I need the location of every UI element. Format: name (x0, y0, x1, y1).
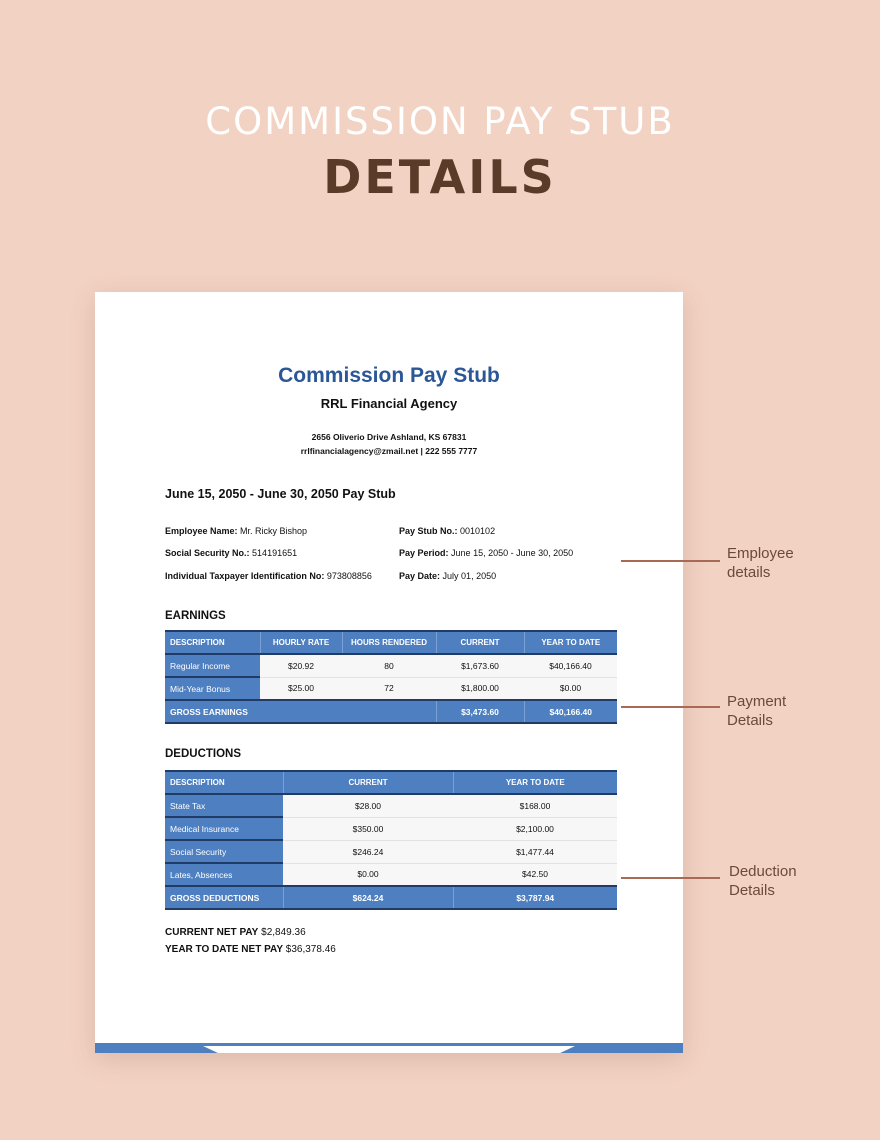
deduction-callout-line (621, 877, 720, 879)
earnings-ytd: $0.00 (524, 677, 617, 700)
pay-date-field (399, 571, 496, 581)
deduction-callout (729, 862, 797, 900)
payment-callout-line1: Payment (727, 693, 787, 710)
deduction-current: $28.00 (283, 794, 453, 817)
table-row (165, 817, 617, 840)
earnings-hourly-rate: $20.92 (260, 654, 342, 677)
deduction-current: $246.24 (283, 840, 453, 863)
pay-period-heading: June 15, 2050 - June 30, 2050 Pay Stub (165, 487, 396, 501)
ytd-net-pay (165, 944, 336, 955)
current-net-pay-label: CURRENT NET PAY (165, 927, 259, 938)
company-address-block (95, 430, 683, 458)
gross-deductions-current: $624.24 (283, 886, 453, 909)
table-row (165, 794, 617, 817)
pay-stub-no-field (399, 526, 495, 536)
deductions-header-description: DESCRIPTION (165, 771, 283, 794)
table-row (165, 654, 617, 677)
pay-date-value: July 01, 2050 (442, 571, 497, 581)
ytd-net-pay-value: $36,378.46 (285, 944, 336, 955)
ssn-field (165, 548, 297, 558)
earnings-current: $1,800.00 (436, 677, 524, 700)
ytd-net-pay-label: YEAR TO DATE NET PAY (165, 944, 283, 955)
employee-name-label: Employee Name: (165, 526, 238, 536)
deduction-current: $350.00 (283, 817, 453, 840)
employee-callout-line2: details (727, 564, 771, 581)
ssn-label: Social Security No.: (165, 548, 250, 558)
pay-period-label: Pay Period: (399, 548, 449, 558)
pay-period-field (399, 548, 573, 558)
earnings-total-row (165, 700, 617, 723)
gross-earnings-ytd: $40,166.40 (524, 700, 617, 723)
earnings-description: Regular Income (165, 654, 260, 677)
deduction-description: Lates, Absences (165, 863, 283, 886)
earnings-hourly-rate: $25.00 (260, 677, 342, 700)
gross-earnings-current: $3,473.60 (436, 700, 524, 723)
gross-earnings-label: GROSS EARNINGS (165, 700, 436, 723)
earnings-hours: 72 (342, 677, 436, 700)
employee-callout-line1: Employee (727, 545, 794, 562)
company-address: 2656 Oliverio Drive Ashland, KS 67831 (311, 432, 467, 442)
earnings-description: Mid-Year Bonus (165, 677, 260, 700)
deductions-title: DEDUCTIONS (165, 748, 242, 760)
footer-notch (203, 1046, 575, 1053)
employee-name-field (165, 526, 307, 536)
table-row (165, 840, 617, 863)
payment-callout-line2: Details (727, 712, 773, 729)
earnings-header-row (165, 631, 617, 654)
deduction-ytd: $42.50 (453, 863, 617, 886)
pay-stub-no-label: Pay Stub No.: (399, 526, 458, 536)
gross-deductions-ytd: $3,787.94 (453, 886, 617, 909)
pay-date-label: Pay Date: (399, 571, 441, 581)
earnings-current: $1,673.60 (436, 654, 524, 677)
deductions-total-row (165, 886, 617, 909)
current-net-pay-value: $2,849.36 (261, 927, 306, 938)
employee-callout (727, 544, 794, 582)
document-title: Commission Pay Stub (278, 364, 500, 387)
pay-period-value: June 15, 2050 - June 30, 2050 (451, 548, 574, 558)
earnings-header-description: DESCRIPTION (165, 631, 260, 654)
deduction-callout-line1: Deduction (729, 863, 797, 880)
itin-label: Individual Taxpayer Identification No: (165, 571, 325, 581)
deductions-header-row (165, 771, 617, 794)
deduction-current: $0.00 (283, 863, 453, 886)
deduction-ytd: $168.00 (453, 794, 617, 817)
itin-field (165, 571, 372, 581)
hero-title-line1: COMMISSION PAY STUB (205, 100, 675, 143)
employee-name-value: Mr. Ricky Bishop (240, 526, 308, 536)
pay-stub-no-value: 0010102 (460, 526, 496, 536)
table-row (165, 677, 617, 700)
deduction-description: Social Security (165, 840, 283, 863)
pay-stub-document (95, 292, 683, 1053)
earnings-table (165, 630, 617, 724)
deduction-description: State Tax (165, 794, 283, 817)
earnings-header-hours-rendered: HOURS RENDERED (342, 631, 436, 654)
earnings-header-ytd: YEAR TO DATE (524, 631, 617, 654)
table-row (165, 863, 617, 886)
deduction-ytd: $2,100.00 (453, 817, 617, 840)
deductions-header-current: CURRENT (283, 771, 453, 794)
current-net-pay (165, 927, 306, 938)
earnings-header-hourly-rate: HOURLY RATE (260, 631, 342, 654)
deduction-callout-line2: Details (729, 882, 775, 899)
earnings-title: EARNINGS (165, 610, 226, 622)
company-name: RRL Financial Agency (320, 396, 458, 411)
hero-title-line2: DETAILS (323, 150, 557, 204)
earnings-hours: 80 (342, 654, 436, 677)
payment-callout (727, 692, 786, 730)
deductions-table (165, 770, 617, 910)
employee-callout-line (621, 560, 720, 562)
ssn-value: 514191651 (252, 548, 298, 558)
deductions-header-ytd: YEAR TO DATE (453, 771, 617, 794)
company-contact: rrlfinancialagency@zmail.net | 222 555 7777 (300, 446, 478, 456)
itin-value: 973808856 (326, 571, 372, 581)
earnings-header-current: CURRENT (436, 631, 524, 654)
deduction-description: Medical Insurance (165, 817, 283, 840)
gross-deductions-label: GROSS DEDUCTIONS (165, 886, 283, 909)
earnings-ytd: $40,166.40 (524, 654, 617, 677)
deduction-ytd: $1,477.44 (453, 840, 617, 863)
payment-callout-line (621, 706, 720, 708)
